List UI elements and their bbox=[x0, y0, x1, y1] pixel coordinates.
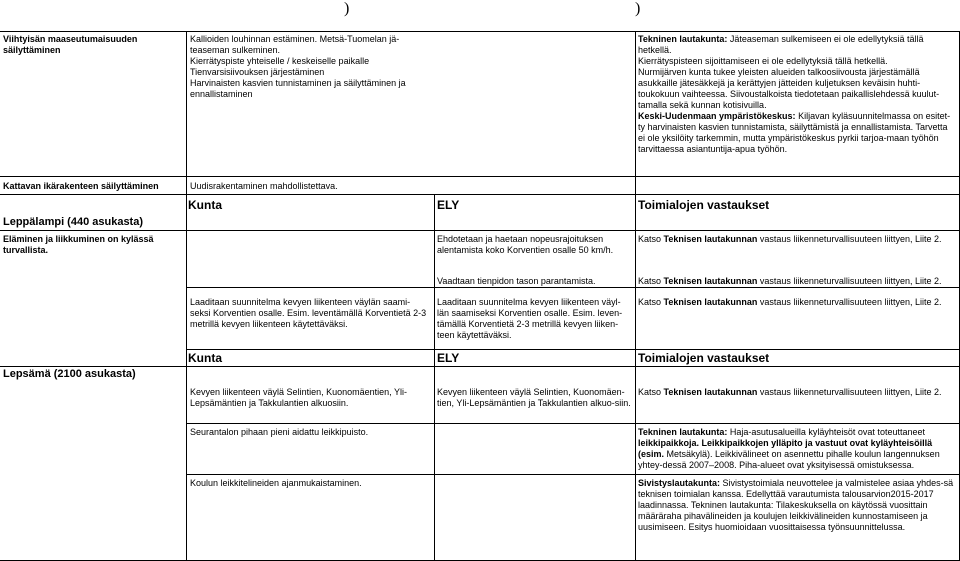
row-label: Viihtyisän maaseutumaisuuden säilyttäminen bbox=[3, 34, 138, 55]
kunta-cell: Uudisrakentaminen mahdollistettava. bbox=[190, 181, 338, 191]
vastaus-paragraph: Tekninen lautakunta: Jäteaseman sulkemiseen ei ole edellytyksiä tällä hetkellä. bbox=[638, 34, 924, 55]
column-header-kunta: Kunta bbox=[188, 198, 222, 212]
kunta-cell: Koulun leikkitelineiden ajanmukaistaminen. bbox=[190, 478, 362, 488]
paren-mark-right: ) bbox=[635, 0, 641, 17]
rule bbox=[0, 230, 960, 231]
kunta-line: teaseman sulkeminen. bbox=[190, 45, 281, 55]
column-header-vastaukset: Toimialojen vastaukset bbox=[638, 198, 770, 212]
rule bbox=[0, 366, 960, 367]
kunta-line: Tienvarsisiivouksen järjestäminen bbox=[190, 67, 325, 77]
column-header-ely: ELY bbox=[437, 351, 460, 365]
ely-cell: Ehdotetaan ja haetaan nopeusrajoituksen alentamista koko Korventien osalle 50 km/h. bbox=[437, 234, 614, 255]
row-label: Kattavan ikärakenteen säilyttäminen bbox=[3, 181, 159, 191]
rule bbox=[0, 176, 960, 177]
ely-cell: Vaadtaan tienpidon tason parantamista. bbox=[437, 276, 596, 286]
kunta-line: Kierrätyspiste yhteiselle / keskeiselle paikalle bbox=[190, 56, 370, 66]
vastaus-cell: Tekninen lautakunta: Haja-asutusalueilla kyläyhteisöt ovat toteuttaneet leikkipaikkoja. Leikkipaikkojen ylläpito ja vastuut ovat kyläyhteisöillä (esim. Metsäkylä). Leikkivälineet on asennettu pihalle koulun langennuksen yhtey-dessä 2007–2008. Piha-alueet ovat yksityisessä omistuksessa. bbox=[638, 427, 940, 470]
rule bbox=[186, 31, 187, 561]
kunta-line: ennallistaminen bbox=[190, 89, 253, 99]
vastaus-cell bbox=[638, 34, 956, 155]
vastaus-paragraph: Nurmijärven kunta tukee yleisten alueiden talkoosiivousta järjestämällä asukkaille jätesäkkejä ja kerättyjen jätteiden kuljetuksen keväisin huhti-toukokuun vaihteessa. Siivoustalkoista tiedotetaan paikallislehdessä kuulut-tamalla sekä kunnan kotisivuilla. bbox=[638, 67, 940, 110]
rule bbox=[186, 287, 960, 288]
vastaus-cell: Katso Teknisen lautakunnan vastaus liikenneturvallisuuteen liittyen, Liite 2. bbox=[638, 234, 942, 244]
ely-cell: Laaditaan suunnitelma kevyen liikenteen väyl-län saamiseksi Korventien osalle. Esim. leven-tämällä Korventietä 2-3 metrillä kevyen liiken-teen käytettäväksi. bbox=[437, 297, 623, 340]
rule bbox=[186, 474, 960, 475]
rule bbox=[186, 349, 960, 350]
rule bbox=[635, 31, 636, 561]
vastaus-cell: Sivistyslautakunta: Sivistystoimiala neuvottelee ja valmistelee asiaa yhdes-sä teknisen toimialan kanssa. Edellyttää varautumista talousarvion2015-2017 laadinnassa. Tekninen lautakunta: Tilakeskuksella on käytössä vuosittain määräraha pihavälineiden ja koulujen leikkivälineiden kunnostamiseen ja uusimiseen. Esitys huomioidaan vuosittaisessa työnsuunnittelussa. bbox=[638, 478, 954, 532]
column-header-vastaukset: Toimialojen vastaukset bbox=[638, 351, 770, 365]
kunta-cell: Kevyen liikenteen väylä Selintien, Kuonomäentien, Yli-Lepsämäntien ja Takkulantien alkuosiin. bbox=[190, 387, 407, 408]
vastaus-paragraph: Kierrätyspisteen sijoittamiseen ei ole edellytyksiä tällä hetkellä. bbox=[638, 56, 888, 66]
ely-cell: Kevyen liikenteen väylä Selintien, Kuonomäen-tien, Yli-Lepsämäntien ja Takkulantien alkuo-siin. bbox=[437, 387, 631, 408]
rule bbox=[434, 194, 435, 561]
kunta-line: Harvinaisten kasvien tunnistaminen ja säilyttäminen ja bbox=[190, 78, 406, 88]
section-title: Leppälampi (440 asukasta) bbox=[3, 216, 144, 228]
row-label: Eläminen ja liikkuminen on kylässä turvallista. bbox=[3, 234, 154, 255]
kunta-line: Kallioiden louhinnan estäminen. Metsä-Tuomelan jä- bbox=[190, 34, 400, 44]
paren-mark-left: ) bbox=[344, 0, 350, 17]
column-header-ely: ELY bbox=[437, 198, 460, 212]
section-title: Lepsämä (2100 asukasta) bbox=[3, 368, 136, 380]
kunta-cell: Laaditaan suunnitelma kevyen liikenteen väylän saami-seksi Korventien osalle. Esim. leventämällä Korventietä 2-3 metrillä kevyen liikenteen käytettäväksi. bbox=[190, 297, 427, 329]
vastaus-paragraph: Keski-Uudenmaan ympäristökeskus: Kiljavan kyläsuunnitelmassa on esitet-ty harvinaisten kasvien tunnistamista, säilyttämistä ja ennallistamista. Tarvetta ei ole yksilöity tarkemmin, mutta ympäristökeskus pyrkii tarjoa-maan työhön tarvittaessa asiantuntija-apua työhön. bbox=[638, 111, 951, 154]
kunta-cell: Seurantalon pihaan pieni aidattu leikkipuisto. bbox=[190, 427, 369, 437]
rule bbox=[0, 31, 960, 32]
column-header-kunta: Kunta bbox=[188, 351, 222, 365]
rule bbox=[186, 423, 960, 424]
kunta-cell bbox=[190, 34, 430, 100]
rule bbox=[0, 194, 960, 195]
vastaus-cell: Katso Teknisen lautakunnan vastaus liikenneturvallisuuteen liittyen, Liite 2. bbox=[638, 297, 942, 307]
vastaus-cell: Katso Teknisen lautakunnan vastaus liikenneturvallisuuteen liittyen, Liite 2. bbox=[638, 387, 942, 397]
vastaus-cell: Katso Teknisen lautakunnan vastaus liikenneturvallisuuteen liittyen, Liite 2. bbox=[638, 276, 942, 286]
